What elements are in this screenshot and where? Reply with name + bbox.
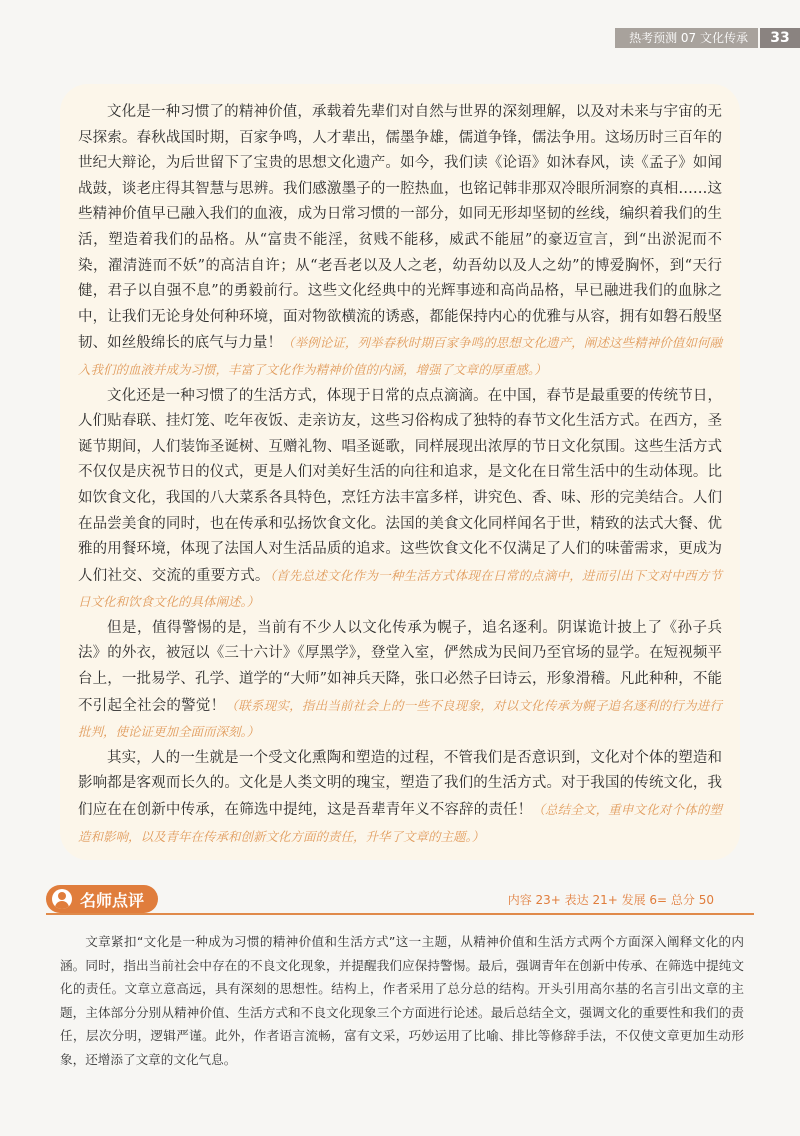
essay-paragraph bbox=[78, 384, 722, 616]
teacher-avatar-icon bbox=[52, 889, 72, 909]
page-number: 33 bbox=[760, 28, 800, 48]
review-badge bbox=[46, 885, 158, 913]
annotation-comment: （首先总述文化作为一种生活方式体现在日常的点滴中，进而引出下文对中西方节日文化和饮食文化的具体阐述。） bbox=[78, 567, 722, 610]
essay-box bbox=[60, 84, 740, 860]
essay-paragraph bbox=[78, 616, 722, 746]
paragraph-text: 文化还是一种习惯了的生活方式，体现于日常的点点滴滴。在中国，春节是最重要的传统节日，人们贴春联、挂灯笼、吃年夜饭、走亲访友，这些习俗构成了独特的春节文化生活方式。在西方，圣诞节期间，人们装饰圣诞树、互赠礼物、唱圣诞歌，同样展现出浓厚的节日文化氛围。这些生活方式不仅仅是庆祝节日的仪式，更是人们对美好生活的向往和追求，是文化在日常生活中的生动体现。比如饮食文化，我国的八大菜系各具特色，烹饪方法丰富多样，讲究色、香、味、形的完美结合。人们在品尝美食的同时，也在传承和弘扬饮食文化。法国的美食文化同样闻名于世，精致的法式大餐、优雅的用餐环境，体现了法国人对生活品质的追求。这些饮食文化不仅满足了人们的味蕾需求，更成为人们社交、交流的重要方式。 bbox=[78, 387, 722, 584]
paragraph-text: 但是，值得警惕的是，当前有不少人以文化传承为幌子，追名逐利。阴谋诡计披上了《孙子兵法》的外衣，被冠以《三十六计》《厚黑学》，登堂入室，俨然成为民间乃至官场的显学。在短视频平台上，一批易学、孔学、道学的“大师”如神兵天降，张口必然子曰诗云，形象滑稽。凡此种种，不能不引起全社会的警觉！ bbox=[78, 619, 722, 714]
essay-paragraph bbox=[78, 100, 722, 384]
paragraph-text: 其实，人的一生就是一个受文化熏陶和塑造的过程，不管我们是否意识到，文化对个体的塑造和影响都是客观而长久的。文化是人类文明的瑰宝，塑造了我们的生活方式。对于我国的传统文化，我们应在在创新中传承，在筛选中提纯，这是吾辈青年义不容辞的责任！ bbox=[78, 749, 722, 819]
page-header bbox=[615, 28, 800, 48]
paragraph-text: 文化是一种习惯了的精神价值，承载着先辈们对自然与世界的深刻理解，以及对未来与宇宙的无尽探索。春秋战国时期，百家争鸣，人才辈出，儒墨争雄，儒道争锋，儒法争用。这场历时三百年的世纪大辩论，为后世留下了宝贵的思想文化遗产。如今，我们读《论语》如沐春风，读《孟子》如闻战鼓，谈老庄得其智慧与思辨。我们感激墨子的一腔热血，也铭记韩非那双冷眼所洞察的真相……这些精神价值早已融入我们的血液，成为日常习惯的一部分，如同无形却坚韧的丝线，编织着我们的生活，塑造着我们的品格。从“富贵不能淫，贫贱不能移，威武不能屈”的豪迈宣言，到“出淤泥而不染，濯清涟而不妖”的高洁自许；从“老吾老以及人之老，幼吾幼以及人之幼”的博爱胸怀，到“天行健，君子以自强不息”的勇毅前行。这些文化经典中的光辉事迹和高尚品格，早已融进我们的血脉之中，让我们无论身处何种环境，面对物欲横流的诱惑，都能保持内心的优雅与从容，拥有如磐石般坚韧、如丝般绵长的底气与力量！ bbox=[78, 104, 722, 352]
annotation-comment: （联系现实，指出当前社会上的一些不良现象，对以文化传承为幌子追名逐利的行为进行批判，使论证更加全面而深刻。） bbox=[78, 697, 722, 740]
section-title: 热考预测 07 文化传承 bbox=[615, 28, 758, 48]
review-text: 文章紧扣“文化是一种成为习惯的精神价值和生活方式”这一主题，从精神价值和生活方式两个方面深入阐释文化的内涵。同时，指出当前社会中存在的不良文化现象，并提醒我们应保持警惕。最后，强调青年在创新中传承、在筛选中提纯文化的责任。文章立意高远，具有深刻的思想性。结构上，作者采用了总分总的结构。开头引用高尔基的名言引出文章的主题，主体部分分别从精神价值、生活方式和不良文化现象三个方面进行论述。最后总结全文，强调文化的重要性和我们的责任，层次分明，逻辑严谨。此外，作者语言流畅，富有文采，巧妙运用了比喻、排比等修辞手法，不仅使文章更加生动形象，还增添了文章的文化气息。 bbox=[60, 934, 744, 1067]
review-section-bar bbox=[46, 885, 754, 915]
essay-paragraph bbox=[78, 746, 722, 850]
review-title: 名师点评 bbox=[80, 890, 145, 910]
score-summary: 内容 23+ 表达 21+ 发展 6= 总分 50 bbox=[507, 893, 714, 907]
annotation-comment: （举例论证，列举春秋时期百家争鸣的思想文化遗产，阐述这些精神价值如何融入我们的血液并成为习惯，丰富了文化作为精神价值的内涵，增强了文章的厚重感。） bbox=[78, 335, 722, 377]
annotation-comment: （总结全文，重申文化对个体的塑造和影响，以及青年在传承和创新文化方面的责任，升华了文章的主题。） bbox=[78, 802, 722, 844]
